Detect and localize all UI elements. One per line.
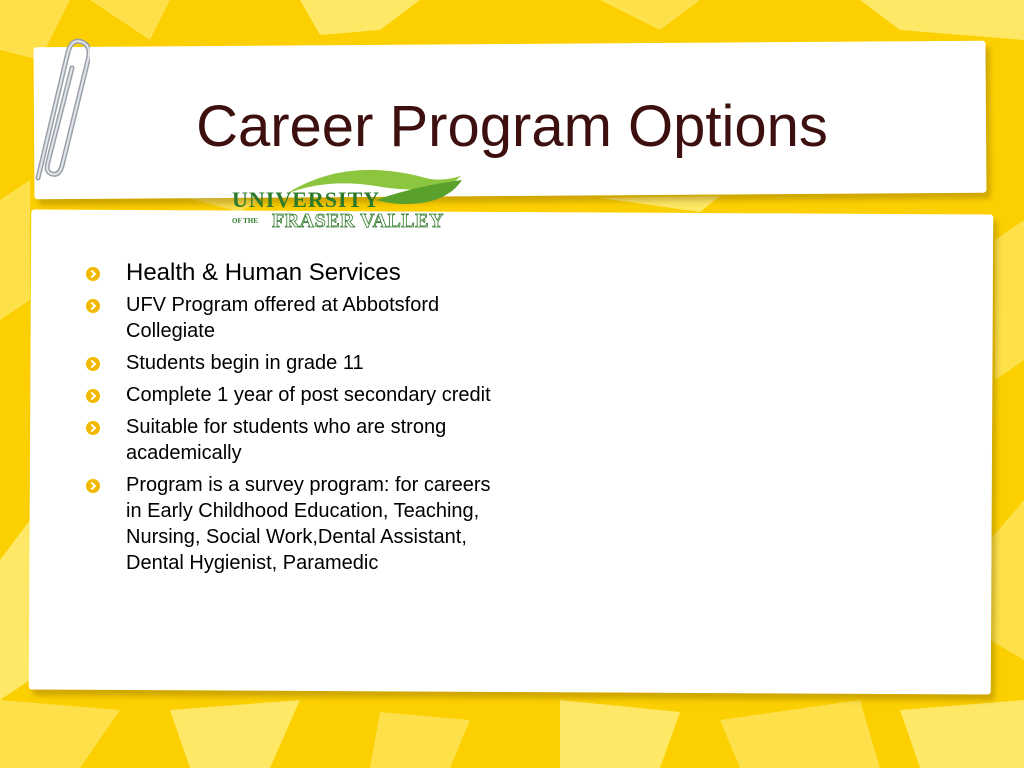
bullet-item <box>86 414 496 466</box>
bullet-item <box>86 350 496 376</box>
bullet-item <box>86 472 496 576</box>
bullet-item <box>86 382 496 408</box>
logo-of-the-text: OF THE <box>232 217 258 225</box>
bullet-list <box>86 258 496 582</box>
logo-fraser-valley-text: FRASER VALLEY <box>272 210 444 232</box>
bullet-text: Students begin in grade 11 <box>126 352 364 374</box>
arrow-bullet-icon <box>86 299 100 313</box>
bullet-text: Health & Human Services <box>126 259 401 286</box>
arrow-bullet-icon <box>86 389 100 403</box>
bullet-text: Complete 1 year of post secondary credit <box>126 384 491 406</box>
bullet-text: Program is a survey program: for careers in Early Childhood Education, Teaching, Nursing, Social Work,Dental Assistant, Dental Hygienist, Paramedic <box>126 474 491 574</box>
slide-title: Career Program Options <box>196 94 828 159</box>
arrow-bullet-icon <box>86 421 100 435</box>
bullet-item <box>86 292 496 344</box>
arrow-bullet-icon <box>86 267 100 281</box>
bullet-text: Suitable for students who are strong academically <box>126 416 447 464</box>
bullet-text: UFV Program offered at Abbotsford Collegiate <box>126 294 440 342</box>
bullet-item <box>86 258 496 288</box>
arrow-bullet-icon <box>86 479 100 493</box>
logo-university-text: UNIVERSITY <box>232 187 381 212</box>
arrow-bullet-icon <box>86 357 100 371</box>
